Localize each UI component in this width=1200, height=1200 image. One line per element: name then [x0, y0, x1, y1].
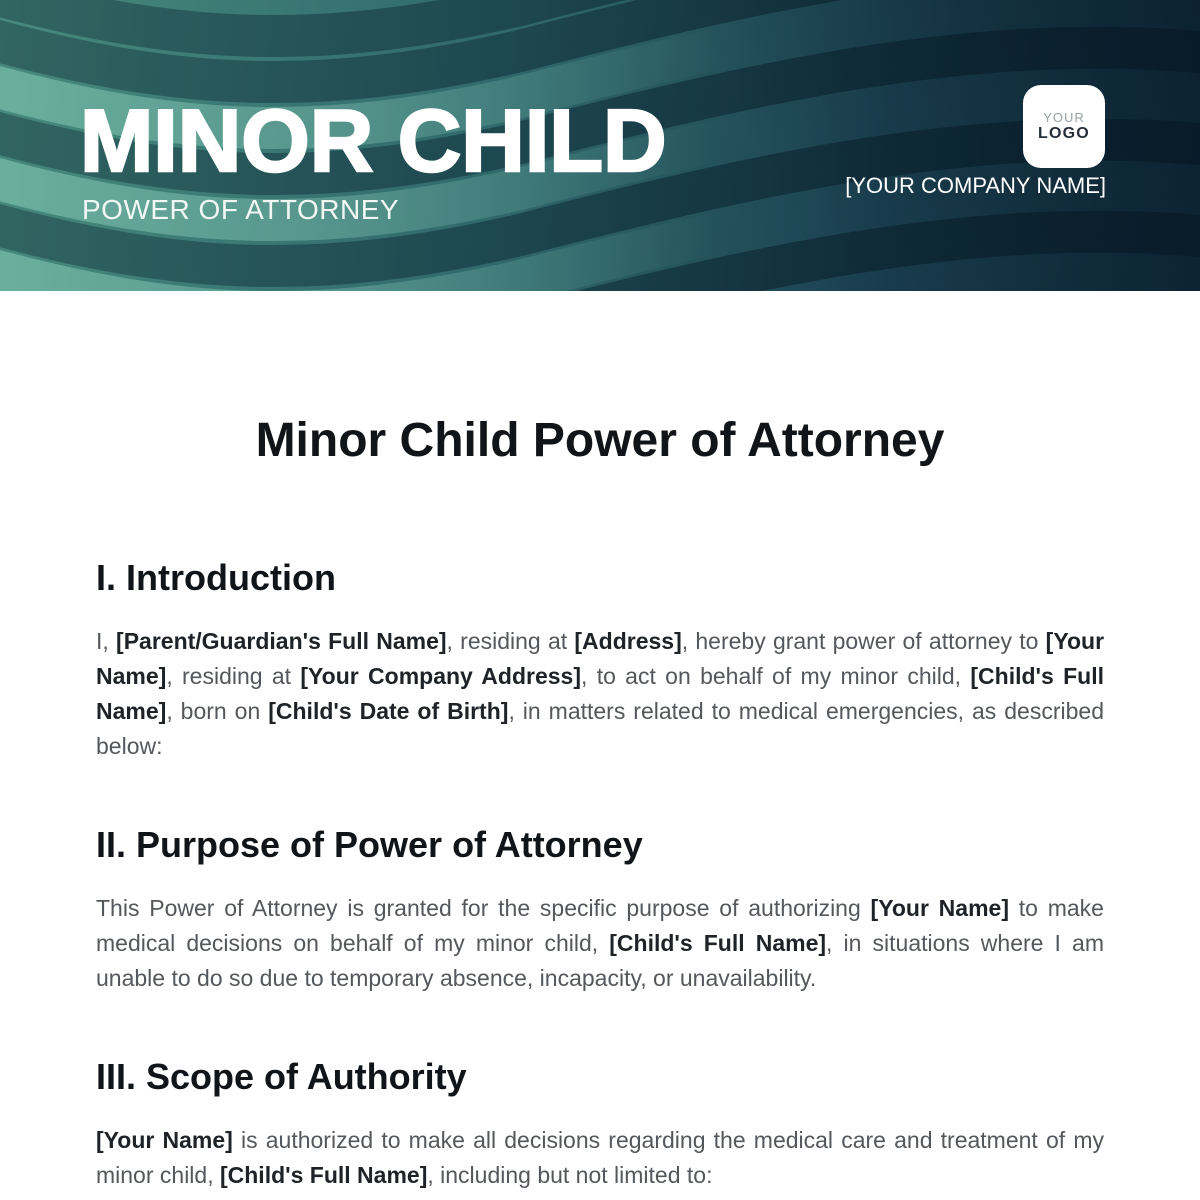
logo-logo-text: LOGO — [1038, 125, 1090, 142]
text-segment: , in situations where I am unable to do so due to temporary absence, incapacity, or unavailability. — [96, 929, 1104, 991]
text-segment: , residing at — [166, 662, 301, 689]
placeholder-field: [Parent/Guardian's Full Name] — [116, 627, 447, 654]
paragraph-introduction — [96, 624, 1104, 764]
section-heading-scope: III. Scope of Authority — [96, 1055, 467, 1097]
text-segment: , born on — [166, 697, 269, 724]
section-scope — [96, 1055, 1104, 1193]
placeholder-field: [Your Name] — [96, 627, 1105, 689]
document-body — [96, 412, 1104, 1193]
document-title: Minor Child Power of Attorney — [255, 414, 945, 467]
section-introduction — [96, 556, 1104, 764]
text-segment: I, — [96, 627, 117, 654]
text-segment: , including but not limited to: — [427, 1162, 713, 1189]
placeholder-field: [Your Name] — [96, 1127, 233, 1154]
placeholder-field: [Child's Full Name] — [96, 662, 1104, 724]
text-segment: This Power of Attorney is granted for the specific purpose of authorizing — [96, 894, 871, 921]
text-segment: , hereby grant power of attorney to — [681, 627, 1046, 654]
text-segment: , in matters related to medical emergencies, as described below: — [96, 697, 1104, 759]
paragraph-purpose — [96, 891, 1104, 996]
section-heading-purpose: II. Purpose of Power of Attorney — [96, 823, 643, 865]
logo-placeholder — [1023, 85, 1105, 168]
placeholder-field: [Child's Full Name] — [219, 1162, 428, 1189]
section-heading-introduction: I. Introduction — [96, 556, 336, 598]
text-segment: is authorized to make all decisions regarding the medical care and treatment of my minor child, — [96, 1127, 1104, 1189]
placeholder-field: [Your Name] — [870, 894, 1009, 921]
banner-subtitle: POWER OF ATTORNEY — [82, 194, 400, 225]
placeholder-field: [Child's Date of Birth] — [268, 697, 509, 724]
section-purpose — [96, 823, 1104, 996]
logo-your-text: YOUR — [1043, 110, 1085, 125]
banner — [0, 0, 1200, 291]
paragraph-scope — [96, 1123, 1104, 1193]
placeholder-field: [Your Company Address] — [300, 662, 581, 689]
text-segment: to make medical decisions on behalf of my minor child, — [96, 894, 1104, 956]
placeholder-field: [Child's Full Name] — [609, 929, 827, 956]
banner-title: MINOR CHILD — [80, 91, 667, 190]
text-segment: , residing at — [446, 627, 575, 654]
text-segment: , to act on behalf of my minor child, — [580, 662, 971, 689]
placeholder-field: [Address] — [574, 627, 682, 654]
company-name-placeholder: [YOUR COMPANY NAME] — [845, 173, 1106, 198]
